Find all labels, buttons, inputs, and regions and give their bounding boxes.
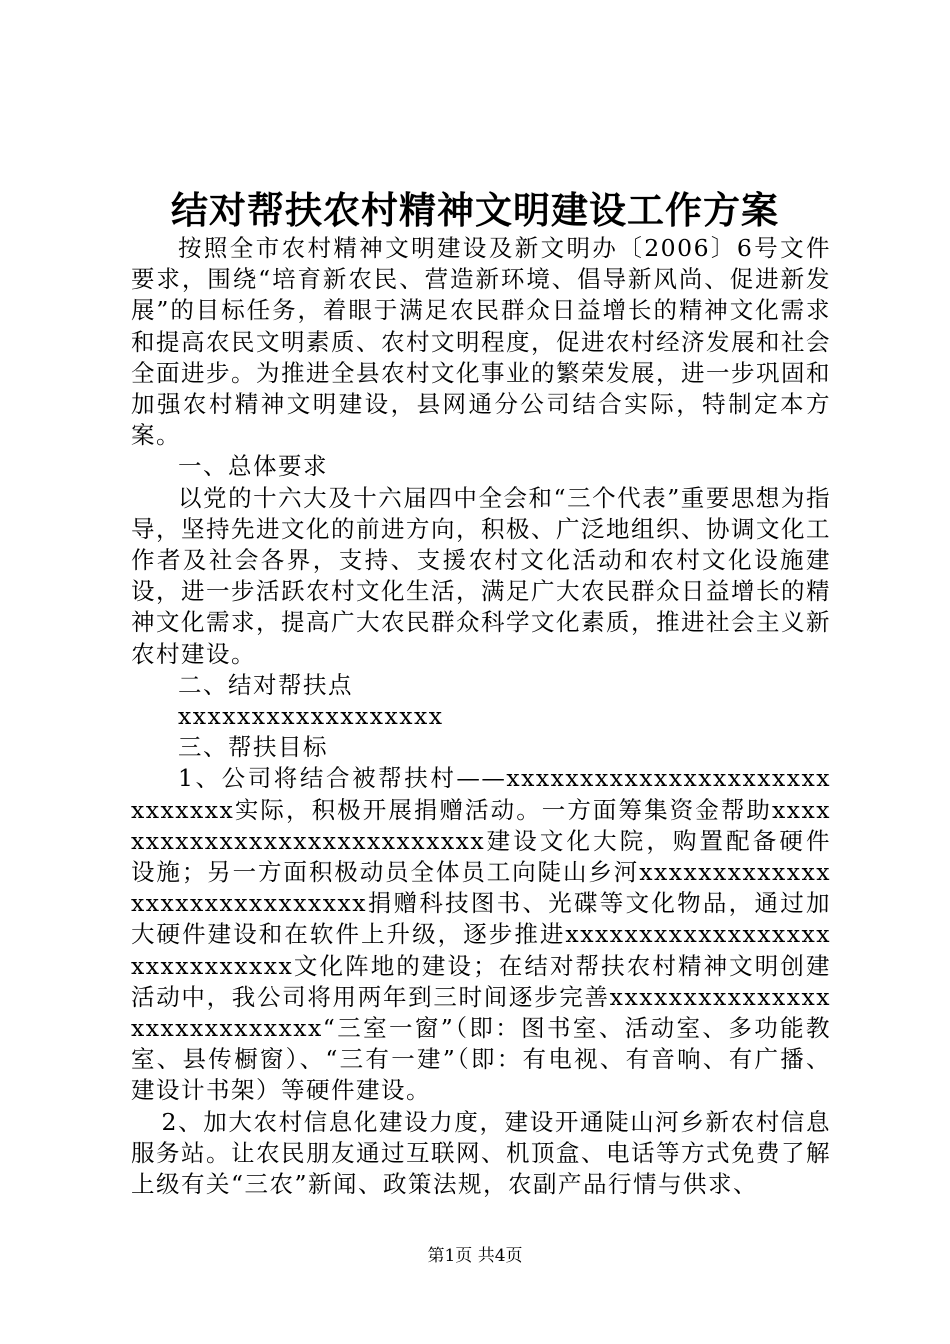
section-2-paragraph: xxxxxxxxxxxxxxxxxx [178, 702, 444, 731]
section-1-paragraph: 以党的十六大及十六届四中全会和“三个代表”重要思想为指导，坚持先进文化的前进方向，积极、广泛地组织、协调文化工作者及社会各界，支持、支援农村文化活动和农村文化设施建设，进一步活跃农村文化生活，满足广大农民群众日益增长的精神文化需求，提高广大农民群众科学文化素质，推进社会主义新农村建设。 [131, 483, 831, 668]
section-3-item-2: 2、加大农村信息化建设力度，建设开通陡山河乡新农村信息服务站。让农民朋友通过互联网、机顶盒、电话等方式免费了解上级有关“三农”新闻、政策法规，农副产品行情与供求、 [131, 1107, 831, 1199]
section-3-item-1: 1、公司将结合被帮扶村——xxxxxxxxxxxxxxxxxxxxxxxxxxxxx实际，积极开展捐赠活动。一方面筹集资金帮助xxxxxxxxxxxxxxxxxxxxxxxxxxxx建设文化大院，购置配备硬件设施；另一方面积极动员全体员工向陡山乡河xxxxxxxxxxxxxxxxxxxxxxxxxxxxx捐赠科技图书、光碟等文化物品，通过加大硬件建设和在软件上升级，逐步推进xxxxxxxxxxxxxxxxxxxxxxxxxxxxx文化阵地的建设；在结对帮扶农村精神文明创建活动中，我公司将用两年到三时间逐步完善xxxxxxxxxxxxxxxxxxxxxxxxxxxx“三室一窗”（即：图书室、活动室、多功能教室、县传橱窗）、“三有一建”（即：有电视、有音响、有广播、建设计书架）等硬件建设。 [131, 764, 831, 1105]
page-footer: 第1页 共4页 [427, 1246, 523, 1266]
section-1-heading: 一、总体要求 [178, 452, 328, 481]
document-body [131, 233, 831, 1200]
section-2-heading: 二、结对帮扶点 [178, 670, 353, 699]
intro-paragraph: 按照全市农村精神文明建设及新文明办〔2006〕6号文件要求，围绕“培育新农民、营造新环境、倡导新风尚、促进新发展”的目标任务，着眼于满足农民群众日益增长的精神文化需求和提高农民文明素质、农村文明程度，促进农村经济发展和社会全面进步。为推进全县农村文化事业的繁荣发展，进一步巩固和加强农村精神文明建设，县网通分公司结合实际，特制定本方案。 [131, 234, 831, 450]
document-title: 结对帮扶农村精神文明建设工作方案 [171, 188, 779, 232]
section-3-heading: 三、帮扶目标 [178, 733, 328, 762]
